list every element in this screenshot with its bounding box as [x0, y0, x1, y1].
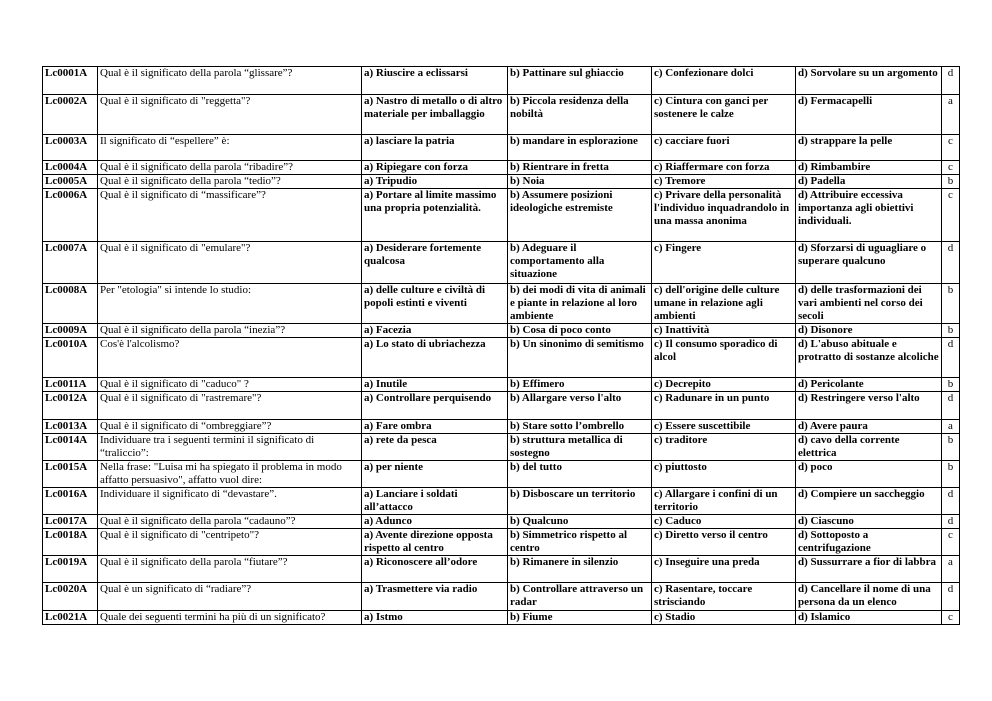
table-row — [43, 67, 960, 95]
question-text: Quale dei seguenti termini ha più di un significato? — [98, 611, 362, 625]
table-row — [43, 242, 960, 284]
question-code: Lc0019A — [43, 556, 98, 583]
option-d: d) Restringere verso l'alto — [796, 392, 942, 420]
table-row — [43, 338, 960, 378]
option-a: a) delle culture e civiltà di popoli estinti e viventi — [362, 284, 508, 324]
option-b: b) Rientrare in fretta — [508, 161, 652, 175]
option-c: c) traditore — [652, 434, 796, 461]
table-row — [43, 135, 960, 161]
option-d: d) Cancellare il nome di una persona da un elenco — [796, 583, 942, 611]
table-row — [43, 324, 960, 338]
option-c: c) Confezionare dolci — [652, 67, 796, 95]
option-c: c) cacciare fuori — [652, 135, 796, 161]
question-text: Qual è il significato di "centripeto"? — [98, 529, 362, 556]
table-row — [43, 420, 960, 434]
correct-answer: b — [942, 434, 960, 461]
correct-answer: d — [942, 67, 960, 95]
question-text: Qual è il significato di "rastremare"? — [98, 392, 362, 420]
question-code: Lc0007A — [43, 242, 98, 284]
option-b: b) dei modi di vita di animali e piante in relazione al loro ambiente — [508, 284, 652, 324]
question-text: Individuare tra i seguenti termini il significato di “traliccio”: — [98, 434, 362, 461]
option-d: d) Sottoposto a centrifugazione — [796, 529, 942, 556]
option-c: c) Privare della personalità l'individuo inquadrandolo in una massa anonima — [652, 189, 796, 242]
question-code: Lc0013A — [43, 420, 98, 434]
table-row — [43, 392, 960, 420]
question-text: Qual è il significato di "emulare"? — [98, 242, 362, 284]
option-d: d) Disonore — [796, 324, 942, 338]
correct-answer: a — [942, 420, 960, 434]
option-a: a) Lanciare i soldati all’attacco — [362, 488, 508, 515]
option-d: d) L'abuso abituale e protratto di sostanze alcoliche — [796, 338, 942, 378]
option-d: d) poco — [796, 461, 942, 488]
option-c: c) piuttosto — [652, 461, 796, 488]
option-c: c) Inattività — [652, 324, 796, 338]
option-a: a) Desiderare fortemente qualcosa — [362, 242, 508, 284]
option-b: b) del tutto — [508, 461, 652, 488]
correct-answer: b — [942, 461, 960, 488]
option-c: c) Allargare i confini di un territorio — [652, 488, 796, 515]
question-text: Qual è il significato della parola “fiutare”? — [98, 556, 362, 583]
option-d: d) delle trasformazioni dei vari ambienti nel corso dei secoli — [796, 284, 942, 324]
option-b: b) Assumere posizioni ideologiche estremiste — [508, 189, 652, 242]
option-c: c) Radunare in un punto — [652, 392, 796, 420]
question-code: Lc0018A — [43, 529, 98, 556]
option-a: a) Riuscire a eclissarsi — [362, 67, 508, 95]
table-row — [43, 434, 960, 461]
table-row — [43, 189, 960, 242]
quiz-table — [42, 66, 960, 625]
correct-answer: c — [942, 161, 960, 175]
option-c: c) Stadio — [652, 611, 796, 625]
question-text: Qual è il significato della parola “ribadire”? — [98, 161, 362, 175]
question-code: Lc0014A — [43, 434, 98, 461]
question-text: Qual è il significato della parola “cadauno”? — [98, 515, 362, 529]
table-row — [43, 611, 960, 625]
option-d: d) Ciascuno — [796, 515, 942, 529]
option-b: b) Rimanere in silenzio — [508, 556, 652, 583]
question-code: Lc0016A — [43, 488, 98, 515]
question-code: Lc0012A — [43, 392, 98, 420]
question-text: Cos'è l'alcolismo? — [98, 338, 362, 378]
question-code: Lc0015A — [43, 461, 98, 488]
question-code: Lc0002A — [43, 95, 98, 135]
option-a: a) Nastro di metallo o di altro materiale per imballaggio — [362, 95, 508, 135]
option-d: d) Sorvolare su un argomento — [796, 67, 942, 95]
correct-answer: b — [942, 175, 960, 189]
option-d: d) Attribuire eccessiva importanza agli obiettivi individuali. — [796, 189, 942, 242]
table-row — [43, 284, 960, 324]
option-b: b) Effimero — [508, 378, 652, 392]
option-a: a) lasciare la patria — [362, 135, 508, 161]
table-row — [43, 488, 960, 515]
correct-answer: a — [942, 95, 960, 135]
correct-answer: b — [942, 324, 960, 338]
option-d: d) Islamico — [796, 611, 942, 625]
option-a: a) Inutile — [362, 378, 508, 392]
question-code: Lc0005A — [43, 175, 98, 189]
question-text: Per "etologia" si intende lo studio: — [98, 284, 362, 324]
correct-answer: c — [942, 189, 960, 242]
table-row — [43, 556, 960, 583]
table-row — [43, 461, 960, 488]
correct-answer: d — [942, 488, 960, 515]
table-row — [43, 161, 960, 175]
option-c: c) Il consumo sporadico di alcol — [652, 338, 796, 378]
question-text: Qual è un significato di “radiare”? — [98, 583, 362, 611]
question-code: Lc0020A — [43, 583, 98, 611]
question-text: Qual è il significato della parola “glissare”? — [98, 67, 362, 95]
option-c: c) Fingere — [652, 242, 796, 284]
table-row — [43, 378, 960, 392]
option-c: c) Decrepito — [652, 378, 796, 392]
option-d: d) Padella — [796, 175, 942, 189]
option-b: b) Allargare verso l'alto — [508, 392, 652, 420]
question-code: Lc0009A — [43, 324, 98, 338]
question-text: Qual è il significato di “ombreggiare”? — [98, 420, 362, 434]
option-d: d) Sussurrare a fior di labbra — [796, 556, 942, 583]
correct-answer: d — [942, 583, 960, 611]
option-c: c) Rasentare, toccare strisciando — [652, 583, 796, 611]
correct-answer: c — [942, 611, 960, 625]
question-code: Lc0004A — [43, 161, 98, 175]
correct-answer: d — [942, 242, 960, 284]
correct-answer: b — [942, 378, 960, 392]
option-b: b) Noia — [508, 175, 652, 189]
question-code: Lc0011A — [43, 378, 98, 392]
option-a: a) Controllare perquisendo — [362, 392, 508, 420]
quiz-body — [43, 67, 960, 625]
option-b: b) Adeguare il comportamento alla situazione — [508, 242, 652, 284]
option-b: b) Un sinonimo di semitismo — [508, 338, 652, 378]
correct-answer: c — [942, 135, 960, 161]
option-b: b) mandare in esplorazione — [508, 135, 652, 161]
correct-answer: d — [942, 515, 960, 529]
question-text: Individuare il significato di “devastare”. — [98, 488, 362, 515]
option-b: b) Simmetrico rispetto al centro — [508, 529, 652, 556]
option-a: a) Ripiegare con forza — [362, 161, 508, 175]
option-a: a) Trasmettere via radio — [362, 583, 508, 611]
correct-answer: a — [942, 556, 960, 583]
table-row — [43, 529, 960, 556]
question-text: Qual è il significato di “massificare”? — [98, 189, 362, 242]
option-b: b) Stare sotto l’ombrello — [508, 420, 652, 434]
option-d: d) Fermacapelli — [796, 95, 942, 135]
option-d: d) Rimbambire — [796, 161, 942, 175]
table-row — [43, 175, 960, 189]
option-d: d) Sforzarsi di uguagliare o superare qualcuno — [796, 242, 942, 284]
option-a: a) rete da pesca — [362, 434, 508, 461]
question-code: Lc0010A — [43, 338, 98, 378]
table-row — [43, 515, 960, 529]
option-c: c) Caduco — [652, 515, 796, 529]
option-a: a) Portare al limite massimo una propria potenzialità. — [362, 189, 508, 242]
option-a: a) Lo stato di ubriachezza — [362, 338, 508, 378]
option-c: c) dell'origine delle culture umane in relazione agli ambienti — [652, 284, 796, 324]
option-b: b) Qualcuno — [508, 515, 652, 529]
option-c: c) Inseguire una preda — [652, 556, 796, 583]
question-code: Lc0001A — [43, 67, 98, 95]
option-a: a) Adunco — [362, 515, 508, 529]
option-a: a) Riconoscere all’odore — [362, 556, 508, 583]
option-d: d) Avere paura — [796, 420, 942, 434]
question-code: Lc0003A — [43, 135, 98, 161]
option-b: b) Cosa di poco conto — [508, 324, 652, 338]
option-b: b) Piccola residenza della nobiltà — [508, 95, 652, 135]
question-code: Lc0021A — [43, 611, 98, 625]
question-code: Lc0006A — [43, 189, 98, 242]
option-a: a) Tripudio — [362, 175, 508, 189]
option-b: b) Disboscare un territorio — [508, 488, 652, 515]
option-b: b) struttura metallica di sostegno — [508, 434, 652, 461]
question-text: Qual è il significato della parola “tedio”? — [98, 175, 362, 189]
question-code: Lc0017A — [43, 515, 98, 529]
option-c: c) Diretto verso il centro — [652, 529, 796, 556]
correct-answer: b — [942, 284, 960, 324]
option-b: b) Controllare attraverso un radar — [508, 583, 652, 611]
option-d: d) cavo della corrente elettrica — [796, 434, 942, 461]
table-row — [43, 95, 960, 135]
option-a: a) Facezia — [362, 324, 508, 338]
question-text: Qual è il significato di "caduco" ? — [98, 378, 362, 392]
option-b: b) Fiume — [508, 611, 652, 625]
option-a: a) per niente — [362, 461, 508, 488]
question-text: Qual è il significato di "reggetta"? — [98, 95, 362, 135]
question-text: Il significato di “espellere” è: — [98, 135, 362, 161]
option-c: c) Riaffermare con forza — [652, 161, 796, 175]
option-d: d) Compiere un saccheggio — [796, 488, 942, 515]
question-text: Qual è il significato della parola “inezia”? — [98, 324, 362, 338]
correct-answer: d — [942, 392, 960, 420]
question-text: Nella frase: "Luisa mi ha spiegato il problema in modo affatto persuasivo", affatto vuol dire: — [98, 461, 362, 488]
table-row — [43, 583, 960, 611]
option-d: d) Pericolante — [796, 378, 942, 392]
option-a: a) Avente direzione opposta rispetto al centro — [362, 529, 508, 556]
correct-answer: c — [942, 529, 960, 556]
option-c: c) Cintura con ganci per sostenere le calze — [652, 95, 796, 135]
question-code: Lc0008A — [43, 284, 98, 324]
option-c: c) Tremore — [652, 175, 796, 189]
correct-answer: d — [942, 338, 960, 378]
option-a: a) Istmo — [362, 611, 508, 625]
option-d: d) strappare la pelle — [796, 135, 942, 161]
option-b: b) Pattinare sul ghiaccio — [508, 67, 652, 95]
option-a: a) Fare ombra — [362, 420, 508, 434]
option-c: c) Essere suscettibile — [652, 420, 796, 434]
